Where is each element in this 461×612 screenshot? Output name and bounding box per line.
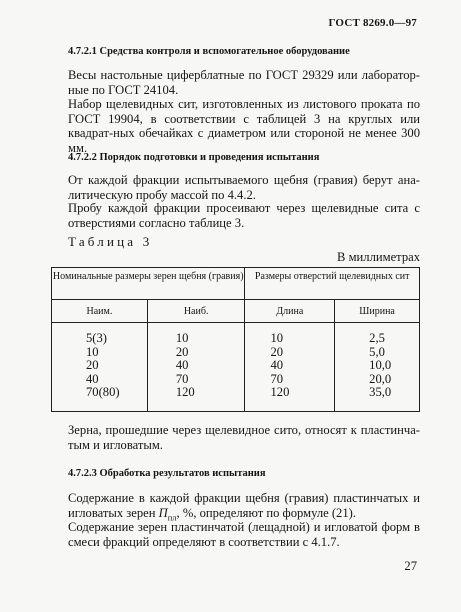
table-cell: 70 bbox=[175, 371, 189, 386]
subheader-max: Наиб. bbox=[147, 300, 245, 323]
table-header-row bbox=[52, 268, 420, 300]
table-cell: 70 bbox=[270, 371, 284, 386]
header-grain-sizes: Номинальные размеры зерен щебня (гравия) bbox=[52, 268, 245, 300]
table-cell: 20 bbox=[270, 344, 284, 359]
table-cell: 120 bbox=[175, 385, 195, 399]
header-sieve-openings: Размеры отверстий щелевидных сит bbox=[245, 268, 420, 300]
paragraph-content-pre: Содержание в каждой фракции щебня (гравия) пластинчатых и игловатых зерен bbox=[68, 491, 420, 520]
table-cell: 20 bbox=[175, 344, 189, 359]
table-cell: 20,0 bbox=[369, 371, 392, 386]
paragraph-sample-text: От каждой фракции испытываемого щебня (гравия) берут ана-литическую пробу массой по 4.4.2. bbox=[68, 173, 420, 202]
paragraph-sieves bbox=[68, 97, 420, 155]
table-cell: 40 bbox=[175, 358, 189, 372]
column-length bbox=[245, 323, 335, 412]
sieve-table bbox=[51, 267, 420, 412]
paragraph-scales-text: Весы настольные циферблатные по ГОСТ 29329 или лаборатор-ные по ГОСТ 24104. bbox=[68, 68, 420, 97]
symbol-p-subscript: пл bbox=[167, 512, 177, 523]
table-data-row bbox=[52, 323, 420, 412]
table-cell: 40 bbox=[270, 358, 284, 372]
table-cell: 70(80) bbox=[86, 385, 120, 399]
table-cell: 10 bbox=[175, 331, 189, 345]
table-cell: 10,0 bbox=[369, 358, 392, 372]
table-cell: 5(3) bbox=[86, 331, 107, 345]
table-cell: 10 bbox=[86, 344, 99, 359]
column-max bbox=[147, 323, 245, 412]
paragraph-sieving-text: Пробу каждой фракции просеивают через щелевидные сита с отверстиями согласно таблице 3. bbox=[68, 201, 420, 230]
paragraph-scales bbox=[68, 68, 420, 97]
column-min bbox=[52, 323, 148, 412]
standard-code-header: ГОСТ 8269.0—97 bbox=[328, 17, 417, 29]
subheader-length: Длина bbox=[245, 300, 335, 323]
section-heading-4-7-2-1: 4.7.2.1 Средства контроля и вспомогательное оборудование bbox=[68, 46, 350, 57]
paragraph-content-post: , %, определяют по формуле (21). bbox=[176, 505, 356, 520]
paragraph-mixture-text: Содержание зерен пластинчатой (лещадной) и игловатой форм в смеси фракций определяют в соответствии с 4.1.7. bbox=[68, 520, 420, 549]
paragraph-sieving bbox=[68, 201, 420, 230]
symbol-p: П bbox=[158, 505, 168, 520]
table-title: Таблица 3 bbox=[68, 234, 153, 249]
table-cell: 10 bbox=[270, 331, 284, 345]
table-cell: 40 bbox=[86, 371, 99, 386]
paragraph-sample bbox=[68, 173, 420, 202]
table-cell: 2,5 bbox=[369, 331, 385, 345]
table-units: В миллиметрах bbox=[337, 250, 420, 264]
section-heading-4-7-2-2: 4.7.2.2 Порядок подготовки и проведения испытания bbox=[68, 152, 320, 163]
subheader-width: Ширина bbox=[335, 300, 420, 323]
table-cell: 5,0 bbox=[369, 344, 385, 359]
paragraph-sieves-text: Набор щелевидных сит, изготовленных из листового проката по ГОСТ 19904, в соответствии с таблицей 3 на круглых или квадрат-ных обечайках с диаметром или стороной не менее 300 мм. bbox=[68, 97, 420, 155]
paragraph-mixture bbox=[68, 520, 420, 549]
subheader-min: Наим. bbox=[52, 300, 148, 323]
table-cell: 120 bbox=[270, 385, 290, 399]
column-width bbox=[335, 323, 420, 412]
section-heading-4-7-2-3: 4.7.2.3 Обработка результатов испытания bbox=[68, 468, 266, 479]
page-number: 27 bbox=[404, 559, 417, 573]
paragraph-passed-grains bbox=[68, 423, 420, 452]
table-cell: 20 bbox=[86, 358, 99, 372]
table-subheader-row bbox=[52, 300, 420, 323]
table-cell: 35,0 bbox=[369, 385, 392, 399]
paragraph-passed-grains-text: Зерна, прошедшие через щелевидное сито, относят к пластинча-тым и игловатым. bbox=[68, 423, 420, 452]
